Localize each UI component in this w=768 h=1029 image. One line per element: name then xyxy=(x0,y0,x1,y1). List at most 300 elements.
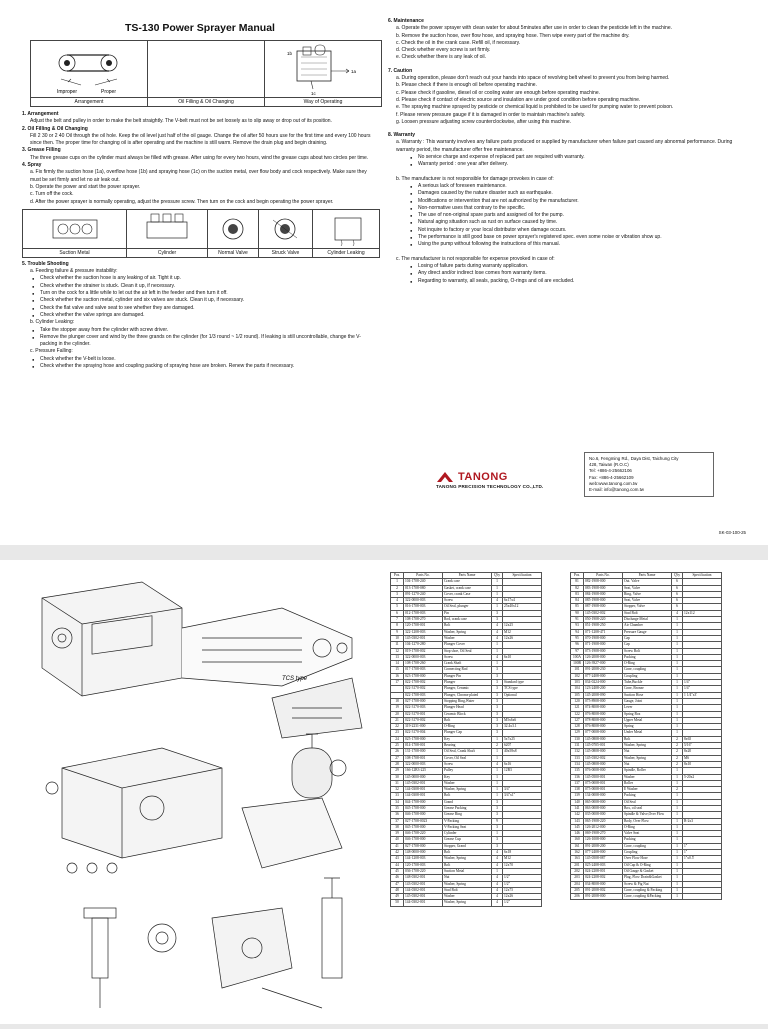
list-item: ● Check whether the strainer is stuck. Clean it up, if necessary. xyxy=(22,283,378,290)
table-cell: 135 xyxy=(571,768,584,774)
table-cell: 9 xyxy=(391,629,404,635)
table-cell: 1 xyxy=(492,780,503,786)
parts-rows-right xyxy=(571,579,722,900)
table-cell: 123-2408-200 xyxy=(584,686,623,692)
table-cell: Coupling xyxy=(623,673,672,679)
table-cell: Plug, Flow Drain&Gasket xyxy=(623,875,672,881)
list-item: a. During operation, please don't reach out your hands into space of revolving belt wheel to prevent you from being harmed. xyxy=(396,75,670,82)
table-cell: 4 xyxy=(492,894,503,900)
table-cell: 3 xyxy=(492,717,503,723)
table-cell: Crank Shaft xyxy=(443,661,492,667)
table-cell: 144-0308-001 xyxy=(404,793,443,799)
list-item: ● No service charge and expense of replaced part are required with warranty. xyxy=(388,154,750,161)
table-cell: 322-0000-003 xyxy=(404,598,443,604)
table-cell: Washer, Spring xyxy=(443,856,492,862)
table-cell: 022-3170-004 xyxy=(404,730,443,736)
table-cell: Key xyxy=(443,736,492,742)
parts-table-right xyxy=(570,572,722,900)
table-cell: Air Chamber xyxy=(623,623,672,629)
table-cell: 065-1908-220 xyxy=(584,818,623,824)
table-cell: 023-1708-000 xyxy=(404,673,443,679)
table-cell: Ceramic Block xyxy=(443,711,492,717)
table-cell: 4 xyxy=(672,610,683,616)
table-cell: Stop shoe, Oil Seal xyxy=(443,648,492,654)
table-cell: Pressure Gauge xyxy=(623,629,672,635)
table-cell: Seat, Valve xyxy=(623,598,672,604)
table-cell: 071-1208-471 xyxy=(584,629,623,635)
subsection-heading: a. Feeding failure & pressure instability: xyxy=(30,268,118,275)
table-cell: 3 xyxy=(492,673,503,679)
table-cell: 4 xyxy=(492,875,503,881)
table-cell: 025-2408-003 xyxy=(584,862,623,868)
table-cell: 6207 xyxy=(503,743,542,749)
label-1c: 1c xyxy=(311,91,316,96)
table-cell: 322-1208-003 xyxy=(404,629,443,635)
table-cell: 014-1708-001 xyxy=(404,743,443,749)
table-cell: 3 xyxy=(492,692,503,698)
table-cell: Washer, Spring xyxy=(443,900,492,906)
table-cell: 4 xyxy=(391,598,404,604)
table-cell: 85 xyxy=(571,604,584,610)
table-cell: 145-0302-001 xyxy=(404,635,443,641)
table-cell: 016-1708-003 xyxy=(404,604,443,610)
table-cell: 1 xyxy=(672,629,683,635)
list-item: ● A serious lack of foreseen maintenance. xyxy=(388,183,750,190)
table-cell: 1 xyxy=(672,673,683,679)
table-cell: 1 xyxy=(492,868,503,874)
table-cell: 90 xyxy=(571,610,584,616)
list-item: d. Please check if contact of electric source and insulation are under good condition before operating machine. xyxy=(396,96,641,103)
list-item: ● Check the flat valve and valve seat to see whether they are damaged. xyxy=(22,305,378,312)
table-cell: Spring Box xyxy=(623,711,672,717)
table-cell: Roller xyxy=(623,780,672,786)
table-cell: 126-1008-000 xyxy=(584,837,623,843)
table-cell: 93 xyxy=(571,623,584,629)
table-cell: 1 1/4"x3' xyxy=(683,692,722,698)
table-cell: 202 xyxy=(571,868,584,874)
list-item: c. Please check if gasoline, diesel oil or cooling water are enough before operating machine. xyxy=(396,89,601,96)
table-cell: 1 xyxy=(672,617,683,623)
table-cell: 104-1708-240 xyxy=(404,579,443,585)
table-cell: 126-2012-000 xyxy=(584,824,623,830)
table-cell: Plunger, Ceramic xyxy=(443,686,492,692)
col-pos: Pos. xyxy=(571,573,584,579)
table-cell: M12 xyxy=(503,629,542,635)
table-cell: 5-20x2 xyxy=(683,774,722,780)
table-cell: Screw xyxy=(443,761,492,767)
table-cell: 025-1708-000 xyxy=(404,736,443,742)
table-cell: 101 xyxy=(571,667,584,673)
table-cell: 34 xyxy=(391,799,404,805)
table-cell: 4 xyxy=(492,761,503,767)
table-cell: 12x112 xyxy=(683,610,722,616)
paragraph: Fill 2 30 or 2 40 Oil through the oil hole. Keep the oil level just half of the oil gauge. Change the oil after 50 hours use for the first time and every 100 hours since then. The proper time for changing oil is after operating and the machine is still warm. Remove the drain plug and begin draining. xyxy=(30,132,371,147)
section-caution xyxy=(388,68,750,126)
table-cell: 1 xyxy=(672,698,683,704)
table-cell: 013-1708-080 xyxy=(404,585,443,591)
table-cell: 012-1708-003 xyxy=(404,610,443,616)
table-cell: 108-1708-270 xyxy=(404,617,443,623)
table-cell: 166-12B3-225 xyxy=(404,768,443,774)
table-cell: 7 xyxy=(391,617,404,623)
table-cell: 022-1708-002 xyxy=(404,680,443,686)
section-heading: 7. Caution xyxy=(388,67,413,74)
caption-suction-metal: Suction Metal xyxy=(23,249,127,257)
table-cell: 1 xyxy=(672,667,683,673)
table-cell: 3 xyxy=(492,805,503,811)
valve-figure-table xyxy=(22,209,380,258)
table-cell: 1 xyxy=(672,824,683,830)
table-cell: 1 xyxy=(672,831,683,837)
table-cell: 16 xyxy=(391,673,404,679)
parts-rows-left xyxy=(391,579,542,906)
table-cell: Washer xyxy=(443,635,492,641)
table-cell: 4 xyxy=(492,598,503,604)
table-cell: Under Metal xyxy=(623,730,672,736)
table-cell: 130 xyxy=(571,736,584,742)
table-cell: Grand xyxy=(443,799,492,805)
table-cell: 141 xyxy=(571,805,584,811)
table-cell: 1 xyxy=(672,730,683,736)
table-cell: 120 xyxy=(571,698,584,704)
table-cell: 1" xyxy=(683,843,722,849)
table-cell: 027-1708-0023 xyxy=(404,818,443,824)
manual-title: TS-130 Power Sprayer Manual xyxy=(125,22,275,34)
table-cell: 1/2" xyxy=(503,900,542,906)
table-cell: 022-3170-003 xyxy=(404,705,443,711)
table-cell: Optional xyxy=(503,692,542,698)
table-cell: 1 xyxy=(672,705,683,711)
table-cell: 2 xyxy=(672,743,683,749)
table-cell: 3 xyxy=(492,837,503,843)
table-cell: 1 xyxy=(672,724,683,730)
table-cell: Cone, coupling &Packing xyxy=(623,894,672,900)
table-cell: Nut xyxy=(443,875,492,881)
table-cell: 8x65 xyxy=(683,736,722,742)
table-cell: 1 xyxy=(672,648,683,654)
table-cell: Cap xyxy=(623,642,672,648)
table-cell: 4 xyxy=(492,862,503,868)
table-cell: 3 xyxy=(492,617,503,623)
table-cell: Gauge, Joint xyxy=(623,698,672,704)
table-cell: V-Packing Seat xyxy=(443,824,492,830)
table-cell: Cylinder xyxy=(443,831,492,837)
table-cell: 022-3170-001 xyxy=(404,711,443,717)
table-cell: 11 xyxy=(391,642,404,648)
table-cell: 35 xyxy=(391,805,404,811)
table-cell: 6 xyxy=(672,585,683,591)
list-item: ● Modifications or intervention that are not authorized by the manufacturer. xyxy=(388,198,750,205)
table-cell: 49 xyxy=(391,894,404,900)
table-cell: 50 xyxy=(391,900,404,906)
table-cell: 18 xyxy=(391,698,404,704)
table-cell: Cone, coupling & Packing xyxy=(623,887,672,893)
table-cell: 102 xyxy=(571,673,584,679)
section-heading: 5. Trouble Shooting xyxy=(22,260,69,267)
parts-table-left xyxy=(390,572,542,907)
table-cell: 065-0008-000 xyxy=(584,799,623,805)
list-item: ● Check whether the spraying hose and coupling packing of spraying hose are broken. Renew the parts if necessary. xyxy=(22,363,378,370)
table-cell: 4 xyxy=(492,629,503,635)
table-cell: 162 xyxy=(571,850,584,856)
table-cell: Stopping Ring,Water xyxy=(443,698,492,704)
table-cell: 108-1708-260 xyxy=(404,661,443,667)
table-cell: V-Packing xyxy=(443,818,492,824)
table-cell: B-2x3 xyxy=(683,818,722,824)
table-cell: 1 xyxy=(672,856,683,862)
table-cell: 17 xyxy=(391,680,404,686)
table-cell: 36 xyxy=(391,812,404,818)
table-cell: 146 xyxy=(571,831,584,837)
table-cell: M12 xyxy=(503,856,542,862)
table-cell: 136 xyxy=(571,774,584,780)
left-column xyxy=(22,0,378,370)
paragraph: Adjust the belt and pulley in order to make the belt straightly. The V-belt must not be set loosely as to slip away or drop out of its position. xyxy=(30,118,332,125)
table-cell: 084-1908-000 xyxy=(584,591,623,597)
list-item: ● Check whether the suction metal, cylinder and six valves are stuck. Clean it up, if necessary. xyxy=(22,297,378,304)
website: web:www.tanong.com.tw xyxy=(589,480,638,486)
table-cell: Washer xyxy=(623,774,672,780)
table-cell: 073-1908-000 xyxy=(584,648,623,654)
table-cell: 46 xyxy=(391,875,404,881)
table-cell: 027-1708-000 xyxy=(404,698,443,704)
table-cell: 134 xyxy=(571,761,584,767)
list-item: ● Not inquire to factory or your local distributor when damage occurs. xyxy=(388,227,750,234)
table-cell: 100B xyxy=(571,661,584,667)
table-cell: Ring, Valve xyxy=(623,591,672,597)
table-cell: 45 xyxy=(391,868,404,874)
table-cell: 6x10 xyxy=(503,654,542,660)
table-cell: 160 xyxy=(571,837,584,843)
table-cell: Cone, coupling xyxy=(623,667,672,673)
list-item: d. After the power sprayer is normally operating, adjust the pressure screw. Then turn on the cock and begin operating the power sprayer. xyxy=(30,198,334,205)
arrangement-figure xyxy=(31,41,148,97)
table-cell: 3/4"x1" xyxy=(503,793,542,799)
table-cell: 036-1708-220 xyxy=(404,868,443,874)
table-cell: 046-1708-220 xyxy=(404,831,443,837)
table-cell: Seat, Valve xyxy=(623,585,672,591)
table-cell: Cover, Oil Seal xyxy=(443,755,492,761)
table-cell: 1"x0.5' xyxy=(683,856,722,862)
table-cell: 3 xyxy=(492,824,503,830)
list-item: ● Any direct and/or indirect lose comes from warranty items. xyxy=(388,270,750,277)
table-cell: Bolt xyxy=(443,623,492,629)
table-cell: 23 xyxy=(391,730,404,736)
table-cell: 148-0000-000 xyxy=(404,850,443,856)
table-cell: Bolt xyxy=(443,862,492,868)
table-cell: 3 xyxy=(492,799,503,805)
table-cell: 1 xyxy=(672,818,683,824)
table-cell: 024-2208-001 xyxy=(584,868,623,874)
table-cell: 6x17x4 xyxy=(503,598,542,604)
col-spec: Specification xyxy=(503,573,542,579)
table-cell: E Washer xyxy=(623,787,672,793)
list-item: ● Check whether the V-belt is loose. xyxy=(22,356,378,363)
table-cell: 091-2008-002 xyxy=(584,887,623,893)
table-cell: 140 xyxy=(571,799,584,805)
table-cell: 1 xyxy=(492,661,503,667)
table-cell: 81 xyxy=(571,579,584,585)
table-cell: 3 xyxy=(492,610,503,616)
section-heading: 3. Grease Filling xyxy=(22,147,61,154)
table-cell: Bolt xyxy=(443,717,492,723)
list-item: d. Check whether every screw is set firmly. xyxy=(396,47,491,54)
table-cell: 1/4" xyxy=(683,680,722,686)
table-cell: 5x7x25 xyxy=(503,736,542,742)
table-cell: 075-0008-001 xyxy=(584,780,623,786)
table-cell: 3 xyxy=(492,705,503,711)
table-cell: 1 xyxy=(492,736,503,742)
table-cell: 2 xyxy=(672,761,683,767)
table-cell: 083-1908-000 xyxy=(584,585,623,591)
table-cell: 1 xyxy=(672,711,683,717)
table-cell: Packing xyxy=(623,654,672,660)
table-cell: 3 xyxy=(492,680,503,686)
table-cell: 122 xyxy=(571,711,584,717)
table-cell: 40 xyxy=(391,837,404,843)
table-cell: 022-3170-002 xyxy=(404,717,443,723)
table-cell: 091-2008-200 xyxy=(584,843,623,849)
table-cell: 44 xyxy=(391,862,404,868)
table-cell: 13 xyxy=(391,654,404,660)
table-cell: 203 xyxy=(571,875,584,881)
table-cell: Stopper, Valve xyxy=(623,604,672,610)
caption-normal-valve: Normal Valve xyxy=(208,249,259,257)
table-cell: 84 xyxy=(571,598,584,604)
table-cell: 134-0008-000 xyxy=(584,793,623,799)
list-item: ● Regarding to warranty, all seals, packing, O-rings and oil are excluded. xyxy=(388,278,750,285)
list-item: c. Check the oil in the crank case. Refill oil, if necessary. xyxy=(396,39,521,46)
table-cell: 1 xyxy=(672,805,683,811)
table-cell: 105 xyxy=(571,692,584,698)
table-cell: 1 xyxy=(672,793,683,799)
list-item: e. Check whether there is any leak of oil. xyxy=(396,54,487,61)
list-item: ● Natural aging situation such as rust on surface caused by time. xyxy=(388,219,750,226)
oil-filling-figure xyxy=(148,41,265,97)
table-row xyxy=(391,900,542,906)
table-cell: 32.4x3.1 xyxy=(503,724,542,730)
table-cell: Packing xyxy=(623,793,672,799)
table-cell: Coupling xyxy=(623,850,672,856)
table-cell: 19 xyxy=(391,705,404,711)
table-cell: 1 xyxy=(492,604,503,610)
table-cell: 4 xyxy=(492,881,503,887)
table-cell: O-Ring xyxy=(443,724,492,730)
table-cell: 027-1708-000 xyxy=(404,843,443,849)
table-cell: 3 xyxy=(391,591,404,597)
table-cell: Plunger Cap xyxy=(443,730,492,736)
table-cell: Plunger, Chrome plated xyxy=(443,692,492,698)
table-cell: 045-1708-000 xyxy=(404,824,443,830)
table-cell: 9 xyxy=(492,818,503,824)
table-cell: 322-0000-003 xyxy=(404,761,443,767)
table-cell: Plunger Pin xyxy=(443,673,492,679)
table-cell: 2 xyxy=(672,749,683,755)
table-cell: 1 xyxy=(672,799,683,805)
table-cell: 076-0008-000 xyxy=(584,768,623,774)
table-cell: 1 xyxy=(672,680,683,686)
table-cell: Washer xyxy=(443,780,492,786)
table-cell: 121 xyxy=(571,705,584,711)
table-cell: 046-1708-000 xyxy=(404,837,443,843)
exploded-parts-diagram xyxy=(22,568,380,1024)
table-cell: Oil Cap & O-Ring xyxy=(623,862,672,868)
table-cell: 145-0808-000 xyxy=(584,761,623,767)
table-cell: 3 xyxy=(492,686,503,692)
table-cell: 1" xyxy=(683,850,722,856)
table-cell: 127 xyxy=(571,717,584,723)
table-cell: 1 xyxy=(492,585,503,591)
table-cell: 1 xyxy=(672,894,683,900)
table-cell: 145-0500-001 xyxy=(584,774,623,780)
label-1a: 1a xyxy=(351,69,357,74)
table-cell: 6 xyxy=(672,604,683,610)
table-cell: Oil Seal, plunger xyxy=(443,604,492,610)
col-pos: Pos. xyxy=(391,573,404,579)
normal-valve-figure xyxy=(208,210,259,248)
table-cell: 6 xyxy=(672,598,683,604)
table-cell: 12x75 xyxy=(503,887,542,893)
suction-metal-figure xyxy=(23,210,127,248)
table-cell: 145-2008-090 xyxy=(584,692,623,698)
table-cell: 120-1708-003 xyxy=(404,862,443,868)
table-cell: 43 xyxy=(391,856,404,862)
list-item: b. Operate the power and start the power sprayer. xyxy=(30,183,141,190)
table-cell: 082-1908-000 xyxy=(584,579,623,585)
table-cell: 1 xyxy=(672,887,683,893)
table-cell: 8x20 xyxy=(683,749,722,755)
table-cell: 129 xyxy=(571,730,584,736)
section-warranty xyxy=(388,132,750,285)
table-cell: 085-1908-000 xyxy=(584,598,623,604)
list-item: e. The spraying machine sprayed by pesticide or chemical liquid is prohibited to be used for pumping water to prevent poison. xyxy=(396,104,674,111)
table-cell: 6x18 xyxy=(503,850,542,856)
section-heading: 6. Maintenance xyxy=(388,18,424,24)
table-cell: 206 xyxy=(571,894,584,900)
table-cell: 138 xyxy=(571,787,584,793)
table-cell: 075-0008-001 xyxy=(584,787,623,793)
table-cell: Grease Cup xyxy=(443,837,492,843)
way-of-operating-figure xyxy=(265,41,381,97)
table-cell: 070-1908-000 xyxy=(584,635,623,641)
list-item: a. Fix firmly the suction hose (1a), overflow hose (1b) and spraying hose (1c) on the suction metal, over flow body and cock respectively. Make sure they must be set firmly and let no air leak out. xyxy=(30,169,367,183)
table-cell: 077-2408-000 xyxy=(584,673,623,679)
table-cell: Valve Seat xyxy=(623,831,672,837)
table-cell: Bolt xyxy=(623,736,672,742)
caption-cylinder: Cylinder xyxy=(127,249,208,257)
tcs-type-label: TCS type xyxy=(282,676,308,682)
table-cell: 22 xyxy=(391,724,404,730)
fax: Fax: +886-4-25662109 xyxy=(589,474,634,480)
table-cell: 019-1708-002 xyxy=(404,648,443,654)
table-cell: 069-1908-270 xyxy=(584,831,623,837)
table-cell: 148-0302-001 xyxy=(404,875,443,881)
table-cell: Connecting Rod xyxy=(443,667,492,673)
table-cell: 28 xyxy=(391,761,404,767)
table-cell: O-Ring xyxy=(623,661,672,667)
table-cell: 075-8908-000 xyxy=(584,698,623,704)
table-cell: 97 xyxy=(571,648,584,654)
table-cell: 145-0508-087 xyxy=(584,856,623,862)
table-cell: 046-1708-000 xyxy=(404,812,443,818)
table-cell: 4 xyxy=(492,900,503,906)
table-cell: 1 xyxy=(672,661,683,667)
table-cell: 1 xyxy=(391,579,404,585)
table-cell: 1 xyxy=(672,850,683,856)
table-cell: 128 xyxy=(571,724,584,730)
table-cell: Rod, crank case xyxy=(443,617,492,623)
table-cell: 074-8008-000 xyxy=(584,705,623,711)
